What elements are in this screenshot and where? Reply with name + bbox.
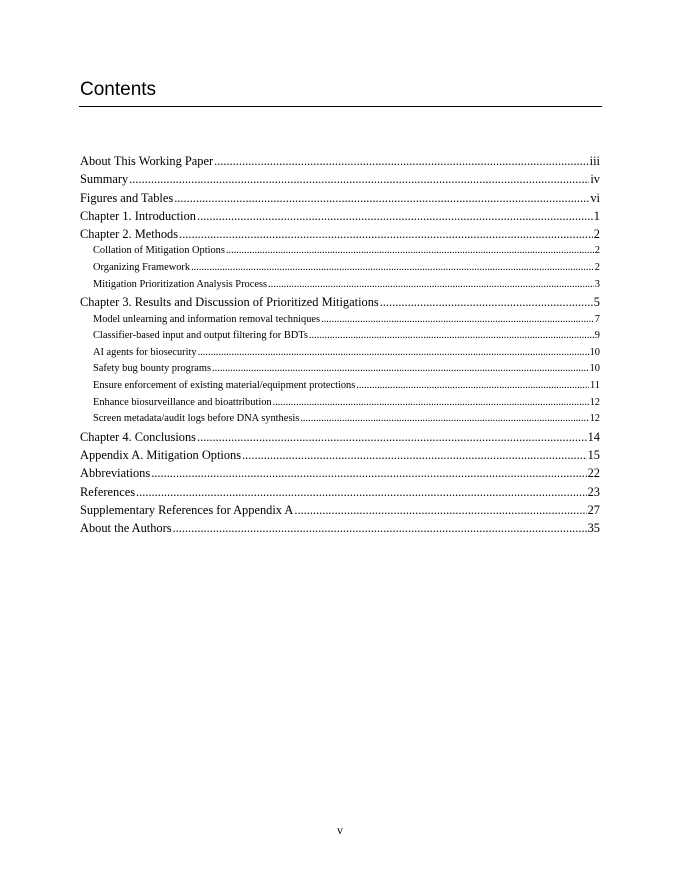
toc-entry[interactable] [80,428,600,446]
toc-subentry[interactable] [80,395,600,412]
toc-page-number: 2 [594,245,600,257]
toc-entry-label: Chapter 1. Introduction [80,208,196,223]
toc-page-number: 15 [587,448,600,463]
toc-entry-label: References [80,484,136,499]
toc-subentry[interactable] [80,243,600,260]
toc-entry[interactable] [80,519,600,537]
toc-dot-leader [136,483,587,501]
toc-page-number: vi [590,190,600,205]
toc-entry-label: Model unlearning and information removal techniques [93,313,321,325]
toc-entry-label: About This Working Paper [80,154,214,168]
toc-page-number: 35 [587,521,600,536]
toc-page-number: iv [590,172,600,187]
toc-dot-leader [197,207,593,225]
toc-subentry[interactable] [80,345,600,362]
toc-dot-leader [212,361,589,378]
toc-entry[interactable] [80,464,600,482]
toc-subentry[interactable] [80,260,600,277]
toc-page-number: 2 [594,262,600,274]
toc-page-number: 1 [593,208,600,223]
toc-page-number: 12 [589,396,600,408]
toc-subentry[interactable] [80,312,600,329]
toc-entry[interactable] [80,501,600,519]
toc-entry[interactable] [80,207,600,225]
toc-entry-label: Collation of Mitigation Options [93,245,225,257]
toc-entry[interactable] [80,152,600,170]
toc-dot-leader [294,501,586,519]
toc-entry-label: Organizing Framework [93,262,191,274]
toc-entry-label: Classifier-based input and output filtering for BDTs [93,330,308,342]
toc-entry[interactable] [80,293,600,311]
table-of-contents [80,152,600,538]
toc-entry-label: AI agents for biosecurity [93,346,197,358]
toc-entry-label: Ensure enforcement of existing material/equipment protections [93,379,356,391]
toc-dot-leader [226,243,594,260]
toc-entry-label: Chapter 3. Results and Discussion of Prioritized Mitigations [80,295,379,310]
toc-entry-label: Supplementary References for Appendix A [80,502,294,517]
toc-entry[interactable] [80,189,600,207]
toc-entry[interactable] [80,170,600,188]
page-title: Contents [80,79,157,100]
toc-subentry[interactable] [80,411,600,428]
toc-page-number: 10 [589,363,600,375]
toc-page-number: 23 [587,484,600,499]
toc-entry-label: About the Authors [80,521,172,536]
toc-entry-label: Appendix A. Mitigation Options [80,448,242,463]
toc-page-number: iii [589,154,600,168]
title-divider [79,106,602,107]
toc-page-number: 3 [594,278,600,290]
toc-dot-leader [356,378,589,395]
toc-entry-label: Chapter 4. Conclusions [80,429,196,444]
toc-page-number: 22 [587,466,600,481]
toc-dot-leader [268,277,594,294]
toc-dot-leader [242,446,587,464]
toc-dot-leader [173,519,587,537]
toc-dot-leader [197,428,587,446]
toc-dot-leader [191,260,594,277]
toc-entry-label: Figures and Tables [80,190,174,205]
toc-dot-leader [273,395,589,412]
toc-entry[interactable] [80,483,600,501]
toc-page-number: 9 [594,330,600,342]
toc-subentry[interactable] [80,361,600,378]
toc-page-number: 5 [593,295,600,310]
toc-entry[interactable] [80,225,600,243]
page-number: v [337,823,343,837]
toc-dot-leader [198,345,589,362]
toc-dot-leader [321,312,594,329]
toc-dot-leader [309,328,594,345]
toc-subentry[interactable] [80,328,600,345]
toc-entry-label: Mitigation Prioritization Analysis Process [93,278,268,290]
toc-page-number: 2 [593,227,600,242]
toc-dot-leader [151,464,586,482]
toc-subentry[interactable] [80,277,600,294]
toc-entry-label: Chapter 2. Methods [80,227,179,242]
toc-page-number: 14 [587,429,600,444]
toc-dot-leader [174,189,589,207]
toc-entry-label: Enhance biosurveillance and bioattribution [93,396,272,408]
toc-entry[interactable] [80,446,600,464]
toc-page-number: 7 [594,313,600,325]
toc-entry-label: Summary [80,172,129,187]
toc-entry-label: Screen metadata/audit logs before DNA synthesis [93,413,300,425]
toc-entry-label: Abbreviations [80,466,151,481]
toc-dot-leader [214,152,589,170]
toc-dot-leader [300,411,588,428]
toc-dot-leader [380,293,593,311]
toc-page-number: 27 [587,502,600,517]
toc-page-number: 12 [589,413,600,425]
toc-page-number: 11 [589,379,600,391]
toc-subentry[interactable] [80,378,600,395]
toc-entry-label: Safety bug bounty programs [93,363,212,375]
toc-dot-leader [129,170,589,188]
toc-dot-leader [179,225,593,243]
toc-page-number: 10 [589,346,600,358]
